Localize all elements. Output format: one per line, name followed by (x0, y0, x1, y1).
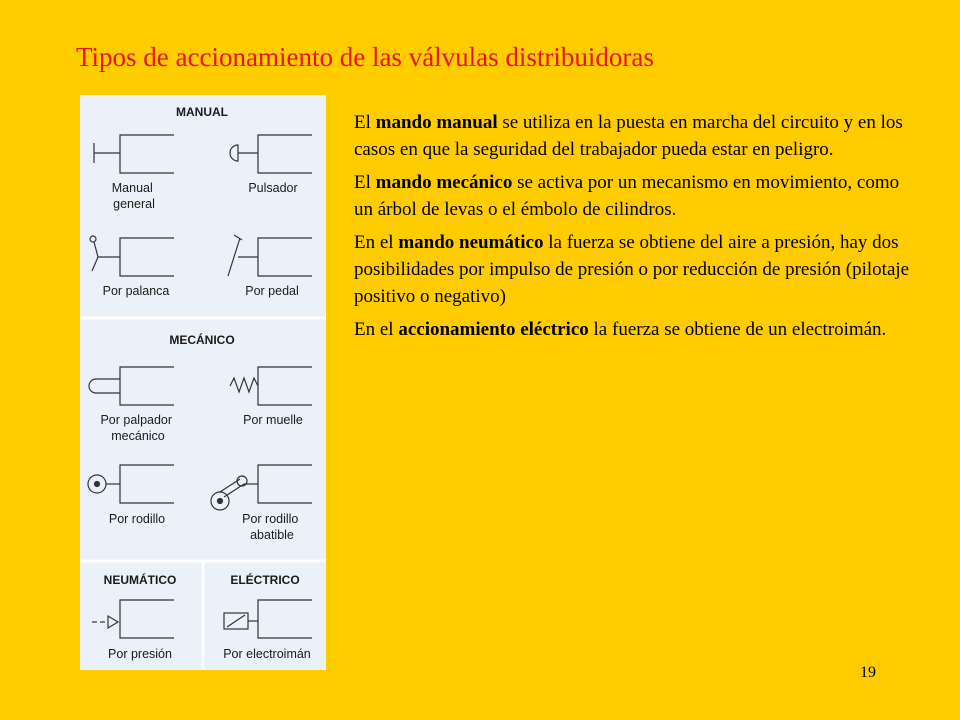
description-text (354, 110, 910, 351)
label-rodillo-abatible: Por rodillo abatible (242, 512, 299, 542)
label-pulsador: Pulsador (248, 181, 298, 195)
label-palpador: Por palpador mecánico (100, 413, 173, 443)
section-title-manual: MANUAL (176, 105, 228, 119)
label-manual-general: Manual general (111, 181, 155, 211)
paragraph-mando-mecanico: El mando mecánico se activa por un mecanismo en movimiento, como un árbol de levas o el émbolo de cilindros. (354, 172, 900, 220)
paragraph-mando-neumatico: En el mando neumático la fuerza se obtiene del aire a presión, hay dos posibilidades por impulso de presión o por reducción de presión (pilotaje positivo o negativo) (354, 232, 910, 307)
section-title-neumatico: NEUMÁTICO (103, 573, 177, 587)
label-muelle: Por muelle (243, 413, 303, 427)
slide-title: Tipos de accionamiento de las válvulas distribuidoras (76, 42, 654, 72)
section-title-electrico: ELÉCTRICO (230, 573, 300, 587)
label-pedal: Por pedal (245, 284, 299, 298)
paragraph-accionamiento-electrico: En el accionamiento eléctrico la fuerza se obtiene de un electroimán. (354, 319, 887, 341)
label-palanca: Por palanca (102, 284, 170, 298)
label-presion: Por presión (108, 647, 172, 661)
paragraph-mando-manual: El mando manual se utiliza en la puesta en marcha del circuito y en los casos en que la seguridad del trabajador pueda estar en peligro. (354, 112, 903, 160)
label-rodillo: Por rodillo (108, 512, 166, 526)
actuation-symbols-diagram (80, 95, 326, 670)
section-title-mecanico: MECÁNICO (169, 333, 235, 347)
page-number: 19 (860, 664, 876, 681)
label-electroiman: Por electroimán (223, 647, 311, 661)
